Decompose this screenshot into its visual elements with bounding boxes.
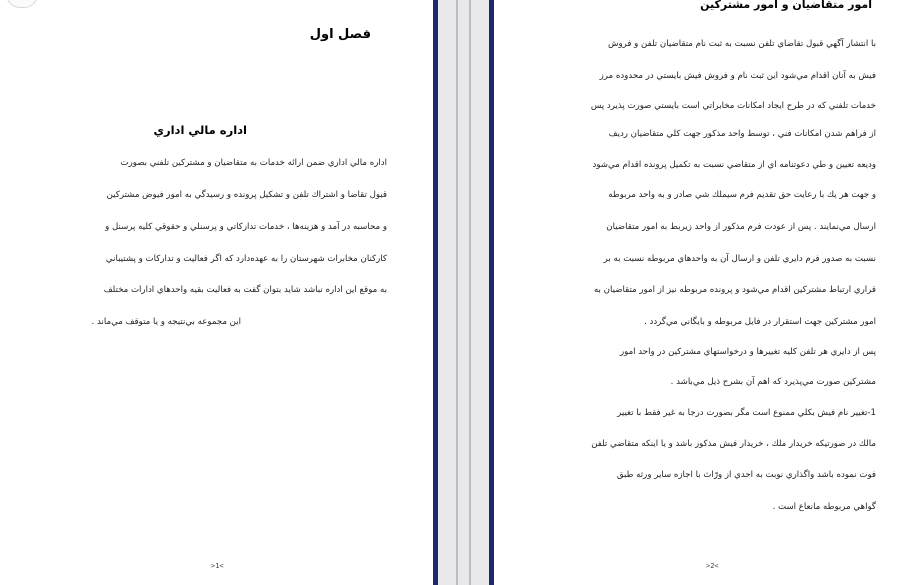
section-title-subscribers: امور متقاضيان و امور مشتركين [700,0,872,11]
chapter-title: فصل اول [309,27,371,42]
paragraph-line: از فراهم شدن امكانات فني ، توسط واحد مذكور جهت كلي متقاضيان رديف [608,129,876,139]
page-corner-tab [6,0,38,8]
paragraph-line: كاركنان مخابرات شهرستان را به عهده‌دارد كه اگر فعاليت و تداركات و پشتيباني [105,254,387,264]
paragraph-line: با انتشار آگهي قبول تقاضاي تلفن نسبت به ثبت نام متقاضيان تلفن و فروش [607,39,876,49]
page-divider [469,0,471,585]
paragraph-line: اين مجموعه بي‌نتيجه و يا متوقف مي‌ماند . [91,317,241,327]
paragraph-line: 1-تغيير نام فيش بكلي ممنوع است مگر بصورت درجا به غير فقط با تغيير [617,408,876,418]
paragraph-line: فيش به آنان اقدام مي‌شود اين ثبت نام و فروش فيش بايستي در محدوده مرز [599,71,876,81]
page-gutter [433,0,494,585]
paragraph-line: ارسال مي‌نمايند . پس از عودت فرم مذكور از واحد زيربط به امور متقاضيان [606,222,876,232]
page-divider [456,0,458,585]
paragraph-line: فوت نموده باشد واگذاري نوبت به احدي از ورّاث با اجازه ساير ورثه طبق [616,470,876,480]
paragraph-line: اداره مالي اداري ضمن ارائه خدمات به متقاضيان و مشتركين تلفني بصورت [120,158,387,168]
paragraph-line: به موقع اين اداره نباشد شايد بتوان گفت به فعاليت بقيه واحدهاي ادارات مختلف [103,285,387,295]
document-page-right [494,0,919,585]
document-page-left [0,0,433,585]
section-title-finance-admin: اداره مالي اداري [153,123,247,137]
paragraph-line: و محاسبه در آمد و هزينه‌ها ، خدمات تداركاتي و پرسنلي و حقوقي كليه پرسنل و [105,222,387,232]
paragraph-line: گواهي مربوطه مانعاع است . [772,502,876,512]
paragraph-line: نسبت به صدور فرم دايري تلفن و ارسال آن به واحدهاي مربوطه نسبت به بر [603,254,876,264]
paragraph-line: امور مشتركين جهت استقرار در فايل مربوطه و بايگاني مي‌گردد . [644,317,876,327]
paragraph-line: مالك در صورتيكه خريدار ملك ، خريدار فيش مذكور باشد و يا اينكه متقاضي تلفن [591,439,876,449]
page-border-line [433,0,438,585]
paragraph-line: وديعه تعيين و طي دعوتنامه اي از متقاضي نسبت به تكميل پرونده اقدام مي‌شود [592,160,876,170]
page-number: >1< [211,562,224,570]
paragraph-line: پس از دايري هر تلفن كليه تغييرها و درخواستهاي مشتركين در واحد امور [619,347,876,357]
paragraph-line: و جهت هر يك با رعايت حق تقديم فرم سيملك شي صادر و به واحد مربوطه [608,190,876,200]
paragraph-line: مشتركين صورت مي‌پذيرد كه اهم آن بشرح ذيل مي‌باشد . [670,377,876,387]
paragraph-line: قراري ارتباط مشتركين اقدام مي‌شود و پرونده مربوطه نيز از امور متقاضيان به [593,285,876,295]
page-number: >2< [706,562,719,570]
paragraph-line: قبول تقاضا و اشتراك تلفن و تشكيل پرونده و رسيدگي به امور فيوض مشتركين [106,190,387,200]
paragraph-line: خدمات تلفني كه در طرح ايجاد امكانات مخابراتي است بايستي صورت پذيرد پس [590,101,876,111]
